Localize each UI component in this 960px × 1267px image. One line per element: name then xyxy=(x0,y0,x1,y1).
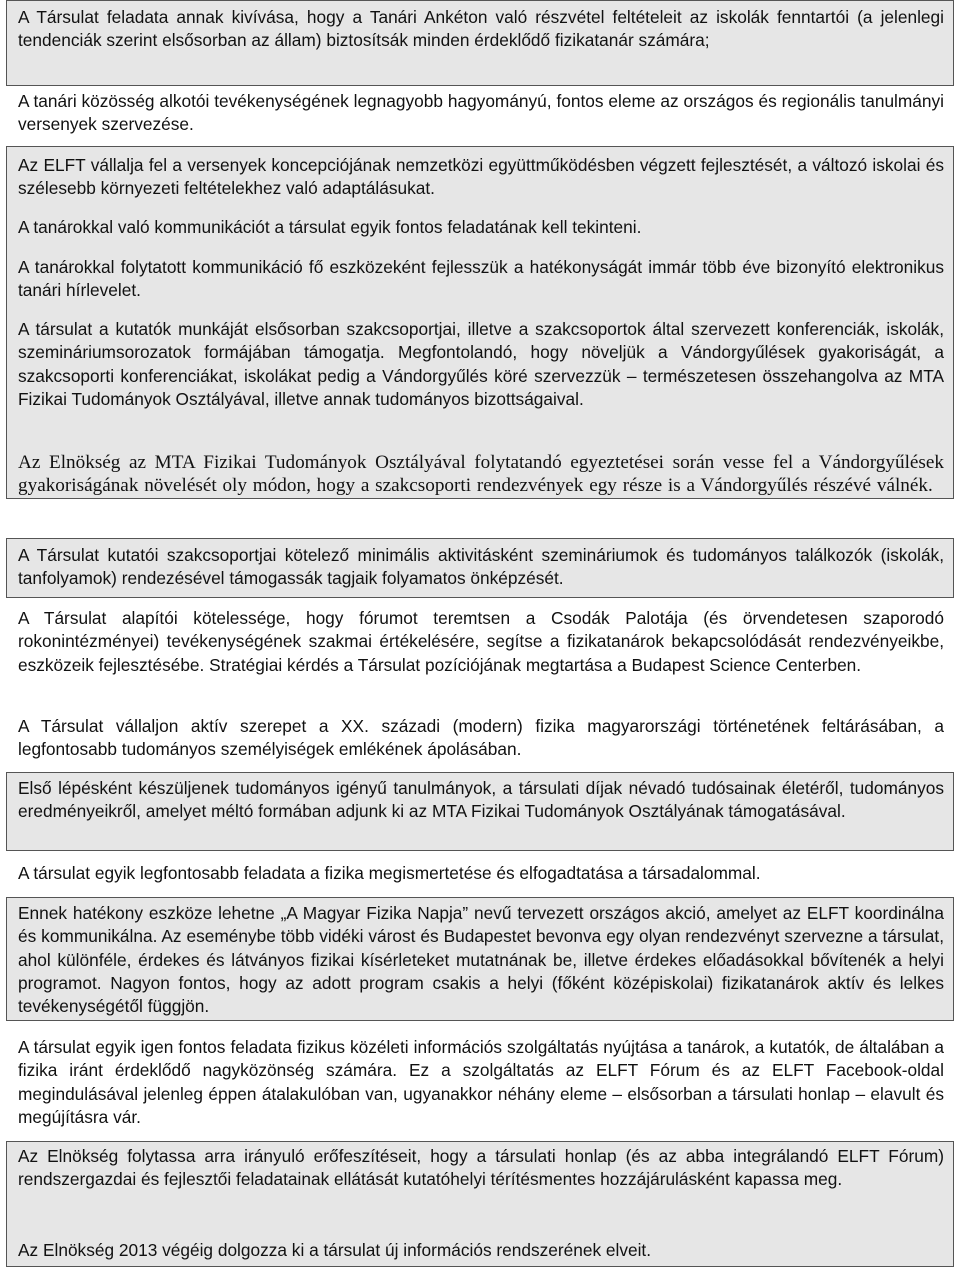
paragraph-8: A Társulat kutatói szakcsoportjai kötelező minimális aktivitásként szemináriumok és tudományos találkozók (iskolák, tanfolyamok) rendezésével támogassák tagjaik folyamatos önképzését. xyxy=(18,545,944,589)
paragraph-1: A Társulat feladata annak kivívása, hogy a Tanári Ankéton való részvétel feltételeit az iskolák fenntartói (a jelenlegi tendenciák szerint elsősorban az állam) biztosítsák minden érdeklődő fizikatanár számára; xyxy=(18,7,944,51)
paragraph-7: Az Elnökség az MTA Fizikai Tudományok Osztályával folytatandó egyeztetései során vesse fel a Vándorgyűlések gyakoriságának növelését oly módon, hogy a szakcsoporti rendezvények egy része is a Vándorgyűlés részévé válnék. xyxy=(18,452,944,497)
paragraph-12: A társulat egyik legfontosabb feladata a fizika megismertetése és elfogadtatása a társadalommal. xyxy=(18,863,761,883)
paragraph-10: A Társulat vállaljon aktív szerepet a XX. századi (modern) fizika magyarországi történetének feltárásában, a legfontosabb tudományos személyiségek emlékének ápolásában. xyxy=(18,716,944,760)
paragraph-5: A tanárokkal folytatott kommunikáció fő eszközeként fejlesszük a hatékonyságát immár több éve bizonyító elektronikus tanári hírlevelet. xyxy=(18,257,944,301)
paragraph-16: Az Elnökség 2013 végéig dolgozza ki a társulat új információs rendszerének elveit. xyxy=(18,1240,652,1260)
paragraph-3: Az ELFT vállalja fel a versenyek koncepciójának nemzetközi együttműködésben végzett fejlesztését, a változó iskolai és szélesebb környezeti feltételekhez való adaptálásukat. xyxy=(18,155,944,199)
paragraph-6: A társulat a kutatók munkáját elsősorban szakcsoportjai, illetve a szakcsoportok által szervezett konferenciák, iskolák, szemináriumsorozatok formájában támogatja. Megfontolandó, hogy növeljük a Vándorgyűlések gyakoriságát, a szakcsoporti konferenciákat, iskolákat pedig a Vándorgyűlés köré szervezzük – természetesen összehangolva az MTA Fizikai Tudományok Osztályával, illetve annak tudományos bizottságaival. xyxy=(18,319,944,409)
paragraph-9: A Társulat alapítói kötelessége, hogy fórumot teremtsen a Csodák Palotája (és örvendetesen szaporodó rokonintézményei) tevékenységének szakmai értékelésére, segítse a fizikatanárok bekapcsolódását rendezvényeikbe, eszközeik fejlesztésébe. Stratégiai kérdés a Társulat pozíciójának megtartása a Budapest Science Centerben. xyxy=(18,608,944,675)
paragraph-4: A tanárokkal való kommunikációt a társulat egyik fontos feladatának kell tekinteni. xyxy=(18,217,642,237)
paragraph-13: Ennek hatékony eszköze lehetne „A Magyar Fizika Napja” nevű tervezett országos akció, amelyet az ELFT koordinálna és kommunikálna. Az eseménybe több vidéki várost és Budapestet bevonva egy olyan rendezvényt szervezne a társulat, ahol különféle, érdekes és látványos fizikai kísérleteket mutatnának be, illetve érdekes előadásokkal bővítenék a helyi programot. Nagyon fontos, hogy az adott program csakis a helyi (főként középiskolai) fizikatanárok aktív és lelkes tevékenységétől függjön. xyxy=(18,903,944,1017)
paragraph-15: Az Elnökség folytassa arra irányuló erőfeszítéseit, hogy a társulati honlap (és az abba integrálandó ELFT Fórum) rendszergazdai és fejlesztői feladatainak ellátását kutatóhelyi térítésmentes hozzájárulásként kapassa meg. xyxy=(18,1146,944,1190)
paragraph-14: A társulat egyik igen fontos feladata fizikus közéleti információs szolgáltatás nyújtása a tanárok, a kutatók, de általában a fizika iránt érdeklődő nagyközönség számára. Ez a szolgáltatás az ELFT Fórum és az ELFT Facebook-oldal megindulásával jelenleg éppen átalakulóban van, ugyanakkor néhány eleme – elsősorban a társulati honlap – elavult és megújításra vár. xyxy=(18,1037,944,1127)
paragraph-11: Első lépésként készüljenek tudományos igényű tanulmányok, a társulati díjak névadó tudósainak életéről, tudományos eredményeikről, amelyet méltó formában adjunk ki az MTA Fizikai Tudományok Osztályának támogatásával. xyxy=(18,778,944,822)
paragraph-2: A tanári közösség alkotói tevékenységének legnagyobb hagyományú, fontos eleme az országos és regionális tanulmányi versenyek szervezése. xyxy=(18,91,944,135)
